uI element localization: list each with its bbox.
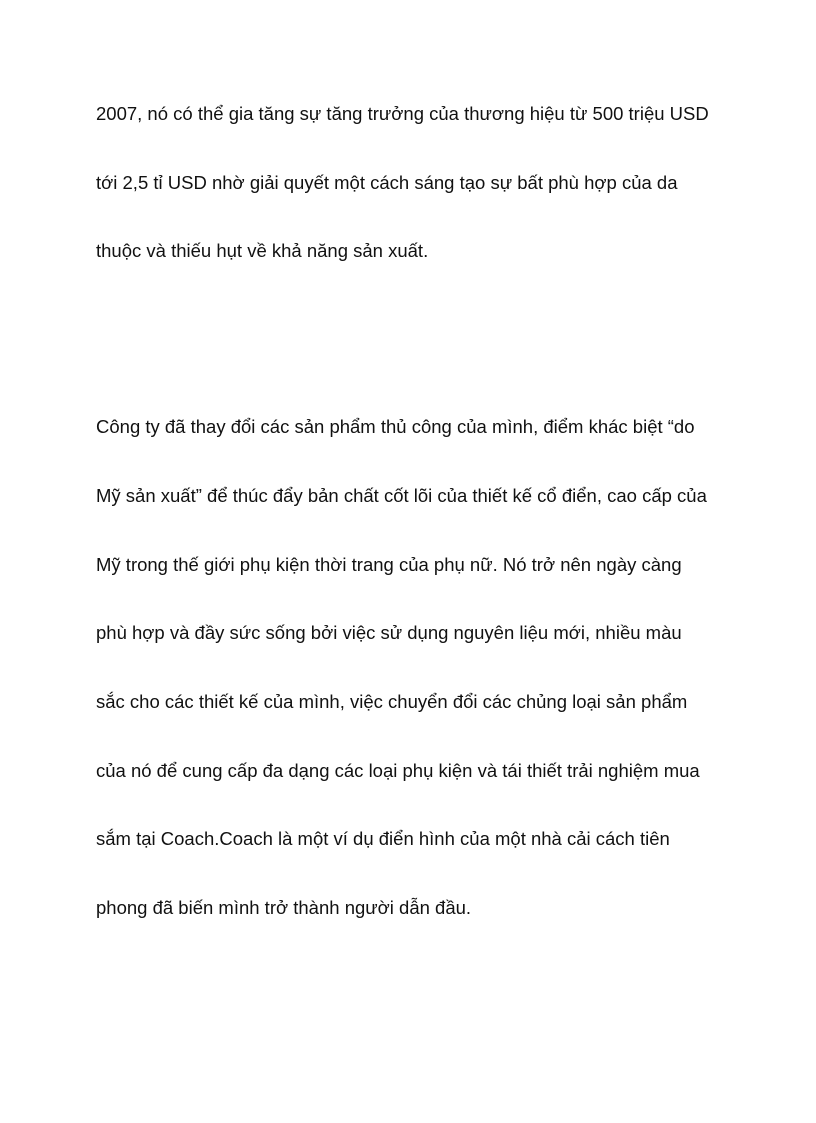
paragraph-line: Mỹ sản xuất” để thúc đẩy bản chất cốt lõi của thiết kế cổ điển, cao cấp của — [96, 485, 707, 506]
paragraph-line: sắc cho các thiết kế của mình, việc chuyển đổi các chủng loại sản phẩm — [96, 691, 688, 712]
paragraph-line: tới 2,5 tỉ USD nhờ giải quyết một cách sáng tạo sự bất phù hợp của da — [96, 172, 678, 193]
paragraph-line: của nó để cung cấp đa dạng các loại phụ kiện và tái thiết trải nghiệm mua — [96, 760, 700, 781]
paragraph-line: Mỹ trong thế giới phụ kiện thời trang của phụ nữ. Nó trở nên ngày càng — [96, 554, 682, 575]
paragraph-line: thuộc và thiếu hụt về khả năng sản xuất. — [96, 240, 429, 261]
paragraph-line: 2007, nó có thể gia tăng sự tăng trưởng của thương hiệu từ 500 triệu USD — [96, 103, 709, 124]
paragraph-line: sắm tại Coach.Coach là một ví dụ điển hình của một nhà cải cách tiên — [96, 828, 670, 849]
paragraph-line: phù hợp và đầy sức sống bởi việc sử dụng nguyên liệu mới, nhiều màu — [96, 622, 682, 643]
paragraph-line: phong đã biến mình trở thành người dẫn đầu. — [96, 897, 472, 918]
paragraph-line: Công ty đã thay đổi các sản phẩm thủ công của mình, điểm khác biệt “do — [96, 416, 695, 437]
